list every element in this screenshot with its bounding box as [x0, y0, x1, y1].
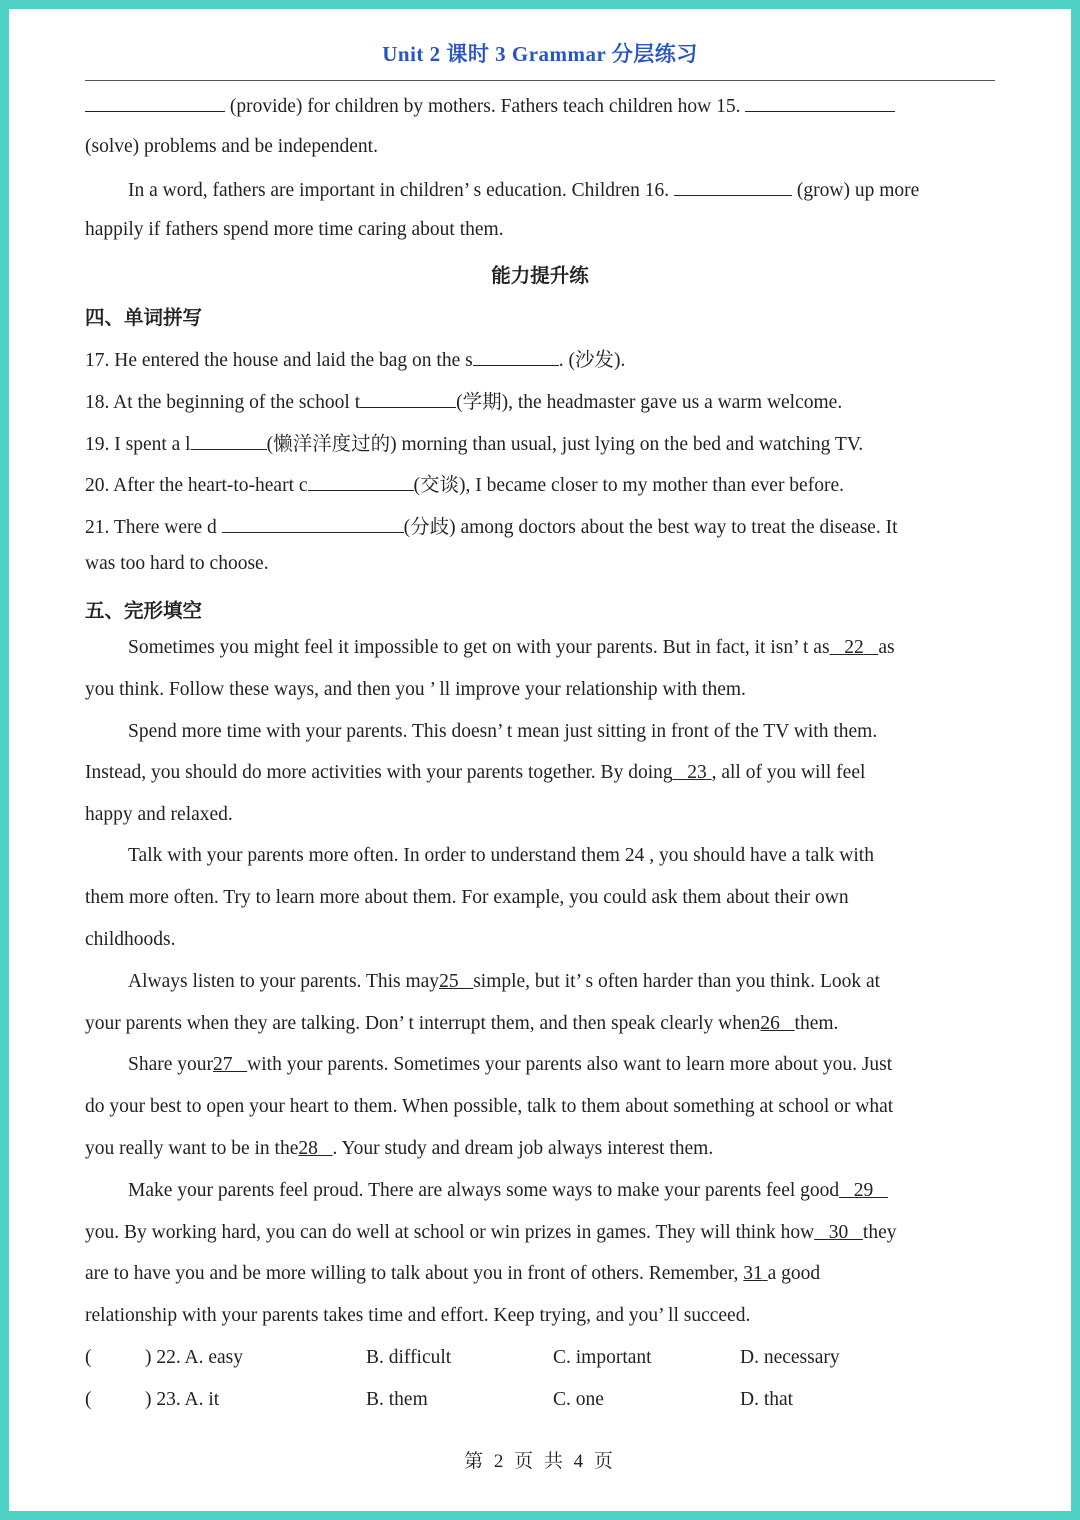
cloze-line: Make your parents feel proud. There are always some ways to make your parents feel good 29: [128, 1180, 995, 1202]
cloze-line: relationship with your parents takes time and effort. Keep trying, and you’ ll succeed.: [85, 1305, 751, 1326]
cloze-line: are to have you and be more willing to talk about you in front of others. Remember, 31 a good: [85, 1263, 821, 1284]
answer-paren[interactable]: (: [85, 1347, 92, 1368]
blank-number[interactable]: 25: [439, 971, 459, 992]
blank-number[interactable]: 27: [213, 1054, 233, 1075]
cloze-line: your parents when they are talking. Don’ t interrupt them, and then speak clearly when26 them.: [85, 1013, 839, 1034]
page-header: Unit 2 课时 3 Grammar 分层练习: [382, 42, 698, 66]
answer-blank[interactable]: [222, 515, 404, 533]
question-21: 21. There were d (分歧) among doctors about the best way to treat the disease. It: [85, 517, 898, 538]
question-21-cont: was too hard to choose.: [85, 553, 269, 574]
section-heading: 四、单词拼写: [85, 308, 203, 329]
cloze-line: them more often. Try to learn more about them. For example, you could ask them about their own: [85, 887, 849, 908]
blank-number[interactable]: 28: [298, 1138, 318, 1159]
passage-line: In a word, fathers are important in children’ s education. Children 16. (grow) up more: [128, 180, 920, 201]
cloze-line: you think. Follow these ways, and then you ’ ll improve your relationship with them.: [85, 679, 746, 700]
section-heading: 五、完形填空: [85, 601, 203, 622]
cloze-line: Sometimes you might feel it impossible to get on with your parents. But in fact, it isn’ t as 22 as: [128, 637, 895, 658]
option-stem[interactable]: ) 22. A. easy: [145, 1347, 244, 1368]
cloze-line: you really want to be in the28 . Your study and dream job always interest them.: [85, 1138, 714, 1159]
cloze-line: you. By working hard, you can do well at school or win prizes in games. They will think how 30 they: [85, 1222, 897, 1243]
answer-paren[interactable]: (: [85, 1389, 92, 1410]
answer-blank[interactable]: [360, 390, 456, 408]
section-title: 能力提升练: [491, 266, 589, 287]
blank-number[interactable]: 22: [844, 637, 864, 658]
option-d[interactable]: D. necessary: [740, 1347, 840, 1368]
option-c[interactable]: C. one: [553, 1389, 604, 1410]
cloze-line: childhoods.: [85, 929, 176, 950]
question-20: 20. After the heart-to-heart c (交谈), I became closer to my mother than ever before.: [85, 475, 844, 496]
question-17: 17. He entered the house and laid the bag on the s . (沙发).: [85, 350, 626, 371]
passage-line: (provide) for children by mothers. Fathers teach children how 15.: [85, 94, 995, 118]
cloze-line: Spend more time with your parents. This doesn’ t mean just sitting in front of the TV with them.: [128, 721, 878, 742]
option-c[interactable]: C. important: [553, 1347, 652, 1368]
page-footer: 第 2 页 共 4 页: [464, 1451, 616, 1472]
passage-line: (solve) problems and be independent.: [85, 136, 378, 157]
answer-blank[interactable]: [473, 348, 559, 366]
answer-blank[interactable]: [85, 94, 225, 112]
answer-blank[interactable]: [308, 473, 414, 491]
cloze-line: Talk with your parents more often. In order to understand them 24 , you should have a talk with: [128, 845, 874, 866]
cloze-line: Instead, you should do more activities with your parents together. By doing 23 , all of you will feel: [85, 762, 866, 783]
answer-blank[interactable]: [674, 178, 792, 196]
cloze-line: Always listen to your parents. This may25 simple, but it’ s often harder than you think. Look at: [128, 971, 881, 992]
option-stem[interactable]: ) 23. A. it: [145, 1389, 220, 1410]
passage-line: happily if fathers spend more time caring about them.: [85, 219, 504, 240]
cloze-line: Share your27 with your parents. Sometimes your parents also want to learn more about you. Just: [128, 1054, 893, 1075]
option-b[interactable]: B. difficult: [366, 1347, 452, 1368]
blank-number[interactable]: 30: [828, 1222, 849, 1243]
blank-number[interactable]: 26: [760, 1013, 780, 1034]
option-b[interactable]: B. them: [366, 1389, 428, 1410]
blank-number[interactable]: 23: [687, 762, 707, 783]
blank-number[interactable]: 31: [743, 1263, 763, 1284]
header-rule: [85, 80, 995, 81]
answer-blank[interactable]: [191, 432, 267, 450]
cloze-line: do your best to open your heart to them. When possible, talk to them about something at school or what: [85, 1096, 894, 1117]
answer-blank[interactable]: [745, 94, 895, 112]
question-18: 18. At the beginning of the school t (学期), the headmaster gave us a warm welcome.: [85, 392, 843, 413]
cloze-line: happy and relaxed.: [85, 804, 233, 825]
question-19: 19. I spent a l (懒洋洋度过的) morning than usual, just lying on the bed and watching TV.: [85, 434, 864, 455]
option-d[interactable]: D. that: [740, 1389, 794, 1410]
blank-number[interactable]: 29: [853, 1180, 874, 1201]
